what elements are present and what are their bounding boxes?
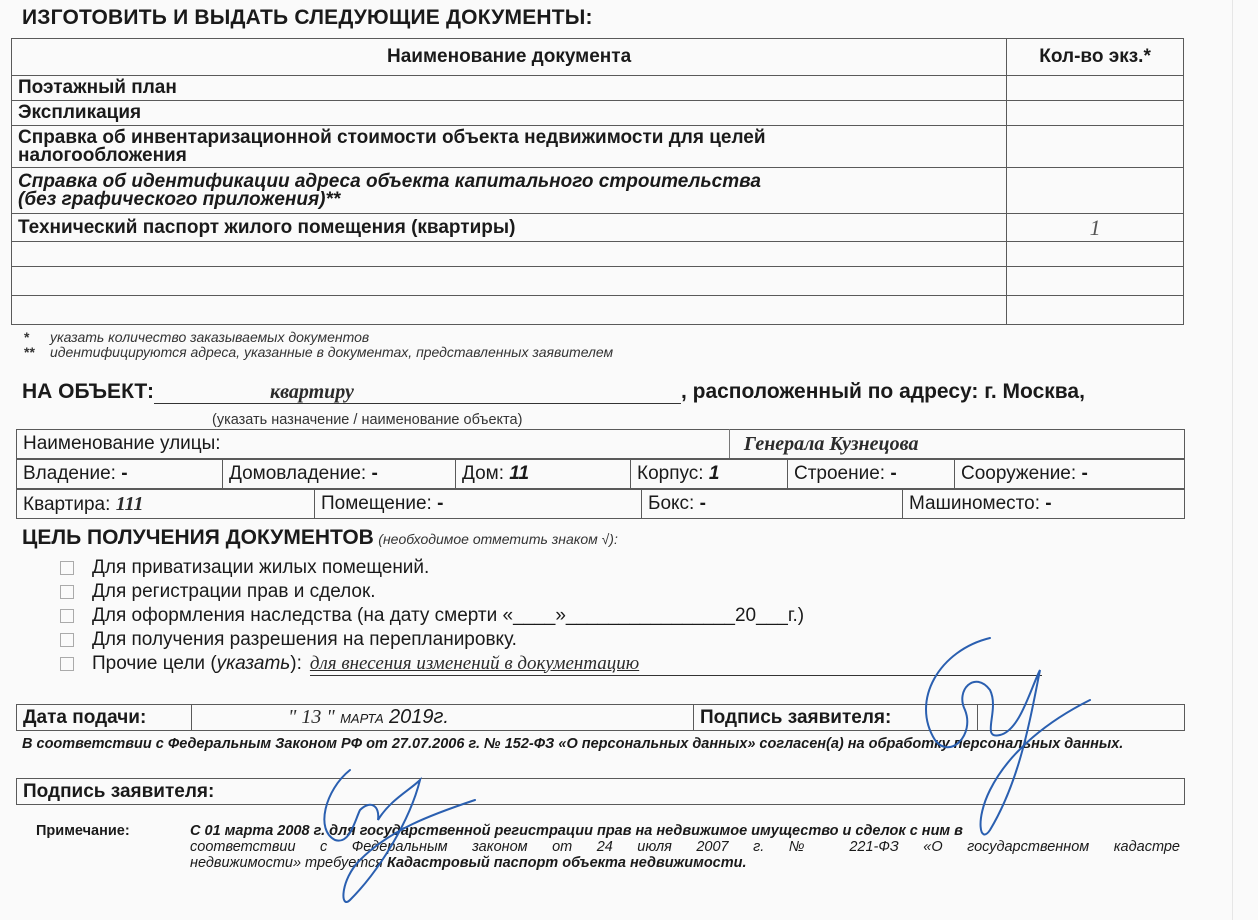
document-name	[12, 168, 1007, 214]
purpose-option-privatization[interactable]: Для приватизации жилых помещений.	[60, 556, 1160, 580]
consent-text: В соответствии с Федеральным Законом РФ от 27.07.2006 г. № 152-ФЗ «О персональных данных» согласен(а) на обработку персональных данных.	[22, 736, 1124, 752]
consent-signature-field[interactable]: Подпись заявителя:	[17, 779, 1185, 805]
mashinomesto-field[interactable]: Машиноместо: -	[903, 490, 1185, 519]
document-name[interactable]	[12, 242, 1007, 267]
address-row-building	[17, 460, 1185, 489]
object-value: квартиру	[269, 381, 354, 403]
footnote: ** идентифицируются адреса, указанные в документах, представленных заявителем	[24, 344, 614, 360]
purpose-option-replanning[interactable]: Для получения разрешения на перепланировку.	[60, 628, 1160, 652]
document-name[interactable]	[12, 267, 1007, 296]
street-label: Наименование улицы:	[17, 430, 730, 459]
date-field[interactable]: " 13 " МАРТА 2019г.	[192, 705, 694, 731]
note-line: недвижимости» требуется Кадастровый паспорт объекта недвижимости.	[190, 855, 747, 871]
address-table-row3	[16, 489, 1185, 519]
footnotes	[24, 330, 613, 360]
purpose-option-inheritance[interactable]: Для оформления наследства (на дату смерти «____»________________20___г.)	[60, 604, 1160, 628]
footnote: * указать количество заказываемых документов	[24, 329, 370, 345]
document-name[interactable]	[12, 296, 1007, 325]
signature-scribble-icon	[300, 760, 500, 910]
header-document-name: Наименование документа	[12, 39, 1007, 76]
documents-table	[11, 38, 1184, 325]
signature-scribble-icon	[880, 630, 1140, 850]
domovladenie-field[interactable]: Домовладение: -	[223, 460, 456, 489]
document-name-line: налогообложения	[18, 144, 187, 166]
object-label: НА ОБЪЕКТ:	[22, 380, 154, 403]
object-hint: (указать назначение / наименование объекта)	[212, 412, 523, 428]
boks-field[interactable]: Бокс: -	[642, 490, 903, 519]
quantity-cell[interactable]	[1007, 296, 1184, 325]
document-name-line: Справка об инвентаризационной стоимости объекта недвижимости для целей	[18, 126, 766, 148]
stroenie-field[interactable]: Строение: -	[788, 460, 955, 489]
checkbox[interactable]	[60, 561, 74, 575]
checkbox[interactable]	[60, 657, 74, 671]
document-name: Технический паспорт жилого помещения (квартиры)	[12, 214, 1007, 242]
quantity-cell[interactable]	[1007, 267, 1184, 296]
table-row	[12, 214, 1184, 242]
quantity-cell[interactable]	[1007, 101, 1184, 126]
pomeshchenie-field[interactable]: Помещение: -	[315, 490, 642, 519]
section-heading: ИЗГОТОВИТЬ И ВЫДАТЬ СЛЕДУЮЩИЕ ДОКУМЕНТЫ:	[22, 6, 593, 29]
signature-label: Подпись заявителя:	[694, 705, 978, 731]
quantity-cell[interactable]: 1	[1007, 214, 1184, 242]
page-edge	[1232, 0, 1233, 920]
address-row-street	[17, 430, 1185, 459]
table-row	[12, 168, 1184, 214]
address-table	[16, 429, 1185, 459]
date-label: Дата подачи:	[17, 705, 192, 731]
document-name: Поэтажный план	[12, 76, 1007, 101]
quantity-cell[interactable]	[1007, 168, 1184, 214]
dom-field[interactable]: Дом: 11	[456, 460, 631, 489]
table-row	[12, 126, 1184, 168]
kvartira-field[interactable]: Квартира: 111	[17, 490, 315, 519]
checkbox[interactable]	[60, 585, 74, 599]
sooruzhenie-field[interactable]: Сооружение: -	[955, 460, 1185, 489]
table-row	[12, 76, 1184, 101]
object-line	[22, 380, 1085, 404]
document-name	[12, 126, 1007, 168]
table-row	[12, 296, 1184, 325]
quantity-cell[interactable]	[1007, 242, 1184, 267]
note-line: соответствии с Федеральным законом от 24 июля 2007 г. № 221-ФЗ «О государственном кадастре	[190, 839, 1180, 855]
document-name-line: Справка об идентификации адреса объекта капитального строительства	[18, 170, 761, 192]
table-row	[12, 267, 1184, 296]
document-name-line: (без графического приложения)**	[18, 188, 341, 210]
other-purpose-field[interactable]: для внесения изменений в документацию	[310, 653, 1042, 676]
korpus-field[interactable]: Корпус: 1	[631, 460, 788, 489]
quantity-cell[interactable]	[1007, 126, 1184, 168]
object-field[interactable]	[154, 381, 681, 404]
document-name: Экспликация	[12, 101, 1007, 126]
header-quantity: Кол-во экз.*	[1007, 39, 1184, 76]
street-value: Генерала Кузнецова	[743, 432, 919, 455]
table-header-row	[12, 39, 1184, 76]
table-row	[12, 242, 1184, 267]
note-line: С 01 марта 2008 г. для государственной регистрации прав на недвижимое имущество и сделок с ним в	[190, 823, 963, 839]
object-address-suffix: , расположенный по адресу: г. Москва,	[680, 380, 1085, 403]
purpose-option-other[interactable]: Прочие цели ( указать ): для внесения изменений в документацию	[60, 652, 1160, 676]
checkbox[interactable]	[60, 609, 74, 623]
vladenie-field[interactable]: Владение: -	[17, 460, 223, 489]
note-label: Примечание:	[36, 823, 130, 839]
table-row	[12, 101, 1184, 126]
street-field[interactable]	[729, 430, 1184, 459]
quantity-cell[interactable]	[1007, 76, 1184, 101]
address-table-row2	[16, 459, 1185, 489]
purpose-option-registration[interactable]: Для регистрации прав и сделок.	[60, 580, 1160, 604]
checkbox[interactable]	[60, 633, 74, 647]
address-row-premises	[17, 490, 1185, 519]
purpose-heading: ЦЕЛЬ ПОЛУЧЕНИЯ ДОКУМЕНТОВ (необходимое отметить знаком √):	[22, 526, 618, 549]
